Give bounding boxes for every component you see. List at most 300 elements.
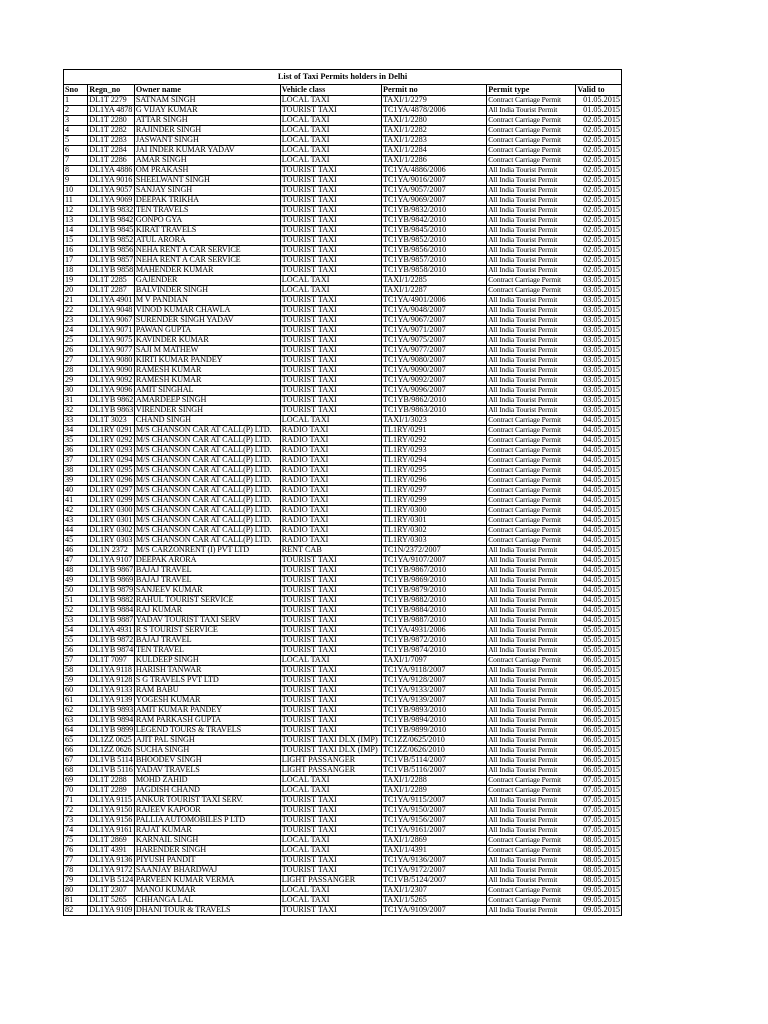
regn-no-cell: DL1T 4391	[88, 846, 135, 856]
vehicle-class-cell: RADIO TAXI	[280, 466, 381, 476]
owner-name-cell: RAMESH KUMAR	[134, 376, 280, 386]
valid-to-cell: 02.05.2015	[576, 266, 622, 276]
permit-type-cell: All India Tourist Permit	[487, 406, 576, 416]
table-row	[64, 826, 622, 836]
permit-no-cell: TAXI/1/4391	[381, 846, 486, 856]
valid-to-cell: 04.05.2015	[576, 556, 622, 566]
valid-to-cell: 04.05.2015	[576, 486, 622, 496]
permit-type-cell: All India Tourist Permit	[487, 816, 576, 826]
permit-type-cell: All India Tourist Permit	[487, 856, 576, 866]
permit-type-cell: All India Tourist Permit	[487, 186, 576, 196]
permit-no-cell: TC1YA/9133/2007	[381, 686, 486, 696]
owner-name-cell: HARISH TANWAR	[134, 666, 280, 676]
sno-cell: 8	[64, 166, 88, 176]
permit-no-cell: TC1N/2372/2007	[381, 546, 486, 556]
permit-no-cell: TL1RY/0299	[381, 496, 486, 506]
table-row	[64, 416, 622, 426]
permit-no-cell: TC1VB/5124/2007	[381, 876, 486, 886]
sno-cell: 54	[64, 626, 88, 636]
sno-cell: 50	[64, 586, 88, 596]
vehicle-class-cell: TOURIST TAXI	[280, 236, 381, 246]
permit-type-cell: All India Tourist Permit	[487, 236, 576, 246]
table-row	[64, 696, 622, 706]
vehicle-class-cell: TOURIST TAXI	[280, 266, 381, 276]
regn-no-cell: DL1YB 9856	[89, 245, 134, 255]
vehicle-class-cell: RADIO TAXI	[280, 506, 381, 516]
sno-cell: 63	[64, 716, 88, 726]
regn-no-cell: DL1T 2279	[88, 96, 135, 106]
vehicle-class-cell: TOURIST TAXI	[280, 186, 381, 196]
permit-type-cell: All India Tourist Permit	[487, 296, 576, 306]
sno-cell: 17	[64, 256, 88, 266]
regn-no-cell: DL1YA 9092	[88, 376, 135, 386]
owner-name-cell: M/S CHANSON CAR AT CALL(P) LTD.	[134, 486, 280, 496]
table-row	[64, 486, 622, 496]
vehicle-class-cell: RADIO TAXI	[280, 476, 381, 486]
valid-to-cell: 06.05.2015	[576, 686, 622, 696]
valid-to-cell: 02.05.2015	[576, 166, 622, 176]
permit-type-cell: All India Tourist Permit	[487, 826, 576, 836]
table-row	[64, 616, 622, 626]
table-row	[64, 676, 622, 686]
regn-no-cell: DL1YA 9075	[88, 336, 135, 346]
permit-type-cell: All India Tourist Permit	[487, 386, 576, 396]
permit-no-cell: TAXI/1/2280	[381, 116, 486, 126]
permit-no-cell: TC1YA/4878/2006	[381, 106, 486, 116]
regn-no-cell: DL1RY 0293	[88, 446, 135, 456]
sno-cell: 14	[64, 226, 88, 236]
regn-no-cell: DL1YB 9882	[89, 595, 134, 605]
vehicle-class-cell: TOURIST TAXI	[280, 556, 381, 566]
table-row	[64, 786, 622, 796]
table-row	[64, 366, 622, 376]
sno-cell: 53	[64, 616, 88, 626]
permit-no-cell: TC1YA/9128/2007	[381, 676, 486, 686]
permit-no-cell: TC1ZZ/0625/2010	[381, 736, 486, 746]
valid-to-cell: 04.05.2015	[576, 546, 622, 556]
vehicle-class-cell: TOURIST TAXI	[280, 636, 381, 646]
permit-no-cell: TC1YA/9118/2007	[381, 666, 486, 676]
vehicle-class-cell: LOCAL TAXI	[280, 776, 381, 786]
table-row	[64, 316, 622, 326]
owner-name-cell: KAVINDER KUMAR	[134, 336, 280, 346]
vehicle-class-cell: LOCAL TAXI	[280, 836, 381, 846]
valid-to-cell: 04.05.2015	[576, 476, 622, 486]
owner-name-cell: M/S CHANSON CAR AT CALL(P) LTD.	[134, 466, 280, 476]
permit-type-cell: All India Tourist Permit	[487, 716, 576, 726]
regn-no-cell: DL1YA 9115	[88, 796, 135, 806]
sno-cell: 76	[64, 846, 88, 856]
owner-name-cell: RAM BABU	[134, 686, 280, 696]
vehicle-class-cell: RENT CAB	[280, 546, 381, 556]
table-row	[64, 656, 622, 666]
owner-name-cell: DEEPAK TRIKHA	[134, 196, 280, 206]
table-row	[64, 286, 622, 296]
valid-to-cell: 04.05.2015	[576, 566, 622, 576]
owner-name-cell: RAJEEV KAPOOR	[134, 806, 280, 816]
owner-name-cell: M/S CHANSON CAR AT CALL(P) LTD.	[134, 496, 280, 506]
permit-no-cell: TC1YA/4886/2006	[381, 166, 486, 176]
vehicle-class-cell: RADIO TAXI	[280, 536, 381, 546]
regn-no-cell: DL1VB 5114	[89, 755, 133, 765]
permit-no-cell: TC1YA/9096/2007	[381, 386, 486, 396]
table-row	[64, 356, 622, 366]
regn-no-cell: DL1T 2282	[88, 126, 135, 136]
vehicle-class-cell: TOURIST TAXI	[280, 616, 381, 626]
vehicle-class-cell: TOURIST TAXI	[280, 686, 381, 696]
sno-cell: 57	[64, 656, 88, 666]
vehicle-class-cell: TOURIST TAXI	[280, 826, 381, 836]
regn-no-cell: DL1YB 9867	[89, 565, 134, 575]
vehicle-class-cell: LIGHT PASSANGER	[280, 756, 381, 766]
sno-cell: 16	[64, 246, 88, 256]
table-row	[64, 446, 622, 456]
valid-to-cell: 02.05.2015	[576, 216, 622, 226]
permit-no-cell: TC1YA/4901/2006	[381, 296, 486, 306]
regn-no-cell: DL1YB 9899	[89, 725, 134, 735]
sno-cell: 70	[64, 786, 88, 796]
vehicle-class-cell: TOURIST TAXI	[280, 816, 381, 826]
permit-type-cell: Contract Carriage Permit	[487, 896, 576, 906]
vehicle-class-cell: RADIO TAXI	[280, 526, 381, 536]
owner-name-cell: YADAV TRAVELS	[134, 766, 280, 776]
table-row	[64, 846, 622, 856]
sno-cell: 32	[64, 406, 88, 416]
vehicle-class-cell: LOCAL TAXI	[280, 96, 381, 106]
column-header-valid-to: Valid to	[576, 85, 622, 96]
owner-name-cell: AMIT SINGHAL	[134, 386, 280, 396]
permit-type-cell: Contract Carriage Permit	[487, 276, 576, 286]
owner-name-cell: YADAV TOURIST TAXI SERV	[134, 616, 280, 626]
vehicle-class-cell: RADIO TAXI	[280, 496, 381, 506]
permit-type-cell: Contract Carriage Permit	[487, 136, 576, 146]
permit-list-sheet	[63, 69, 622, 916]
permit-no-cell: TL1RY/0293	[381, 446, 486, 456]
permit-no-cell: TC1YB/9842/2010	[381, 216, 486, 226]
owner-name-cell: M/S CHANSON CAR AT CALL(P) LTD.	[134, 476, 280, 486]
table-row	[64, 256, 622, 266]
sno-cell: 44	[64, 526, 88, 536]
vehicle-class-cell: LOCAL TAXI	[280, 116, 381, 126]
permit-no-cell: TAXI/1/2289	[381, 786, 486, 796]
valid-to-cell: 02.05.2015	[576, 226, 622, 236]
regn-no-cell: DL1RY 0301	[88, 516, 135, 526]
table-row	[64, 806, 622, 816]
permit-type-cell: All India Tourist Permit	[487, 626, 576, 636]
sno-cell: 27	[64, 356, 88, 366]
table-row	[64, 536, 622, 546]
table-row	[64, 566, 622, 576]
table-row	[64, 716, 622, 726]
sno-cell: 56	[64, 646, 88, 656]
table-row	[64, 226, 622, 236]
table-row	[64, 776, 622, 786]
permit-no-cell: TAXI/1/5265	[381, 896, 486, 906]
sno-cell: 2	[64, 106, 88, 116]
regn-no-cell: DL1YB 9832	[89, 205, 134, 215]
owner-name-cell: ATTAR SINGH	[134, 116, 280, 126]
table-row	[64, 726, 622, 736]
regn-no-cell: DL1YA 9133	[88, 686, 135, 696]
permit-type-cell: All India Tourist Permit	[487, 876, 576, 886]
vehicle-class-cell: TOURIST TAXI	[280, 256, 381, 266]
column-header-sno: Sno	[64, 85, 88, 96]
regn-no-cell: DL1RY 0302	[88, 526, 135, 536]
sno-cell: 36	[64, 446, 88, 456]
permit-no-cell: TC1YB/9862/2010	[381, 396, 486, 406]
permit-type-cell: Contract Carriage Permit	[487, 786, 576, 796]
vehicle-class-cell: TOURIST TAXI	[280, 666, 381, 676]
table-row	[64, 426, 622, 436]
owner-name-cell: OM PRAKASH	[134, 166, 280, 176]
sno-cell: 4	[64, 126, 88, 136]
valid-to-cell: 03.05.2015	[576, 286, 622, 296]
table-row	[64, 376, 622, 386]
table-row	[64, 596, 622, 606]
table-row	[64, 746, 622, 756]
sno-cell: 13	[64, 216, 88, 226]
sno-cell: 31	[64, 396, 88, 406]
permit-no-cell: TC1YB/9899/2010	[381, 726, 486, 736]
permit-no-cell: TL1RY/0295	[381, 466, 486, 476]
regn-no-cell: DL1YA 9118	[88, 666, 135, 676]
regn-no-cell: DL1YA 9107	[88, 556, 135, 566]
permit-no-cell: TC1YA/9136/2007	[381, 856, 486, 866]
permit-no-cell: TAXI/1/2279	[381, 96, 486, 106]
owner-name-cell: SATNAM SINGH	[134, 96, 280, 106]
sno-cell: 82	[64, 906, 88, 916]
sno-cell: 21	[64, 296, 88, 306]
permit-type-cell: All India Tourist Permit	[487, 556, 576, 566]
permit-no-cell: TC1YB/9856/2010	[381, 246, 486, 256]
permit-type-cell: Contract Carriage Permit	[487, 526, 576, 536]
regn-no-cell: DL1T 2869	[88, 836, 135, 846]
header-row	[64, 85, 622, 96]
owner-name-cell: KIRAT TRAVELS	[134, 226, 280, 236]
permit-no-cell: TC1YA/9016/2007	[381, 176, 486, 186]
permit-no-cell: TL1RY/0296	[381, 476, 486, 486]
permit-type-cell: All India Tourist Permit	[487, 196, 576, 206]
sno-cell: 75	[64, 836, 88, 846]
regn-no-cell: DL1YB 9884	[89, 605, 134, 615]
table-row	[64, 866, 622, 876]
sno-cell: 49	[64, 576, 88, 586]
owner-name-cell: AJIT PAL SINGH	[134, 736, 280, 746]
table-row	[64, 146, 622, 156]
permit-no-cell: TC1YA/9080/2007	[381, 356, 486, 366]
owner-name-cell: YOGESH KUMAR	[134, 696, 280, 706]
valid-to-cell: 02.05.2015	[576, 196, 622, 206]
regn-no-cell: DL1T 2289	[88, 786, 135, 796]
permit-no-cell: TAXI/1/3023	[381, 416, 486, 426]
permit-no-cell: TL1RY/0297	[381, 486, 486, 496]
sno-cell: 46	[64, 546, 88, 556]
regn-no-cell: DL1RY 0303	[88, 536, 135, 546]
valid-to-cell: 04.05.2015	[576, 456, 622, 466]
valid-to-cell: 03.05.2015	[576, 326, 622, 336]
owner-name-cell: TEN TRAVEL	[134, 646, 280, 656]
permit-no-cell: TC1VB/5116/2007	[381, 766, 486, 776]
table-row	[64, 796, 622, 806]
permit-no-cell: TL1RY/0291	[381, 426, 486, 436]
valid-to-cell: 02.05.2015	[576, 206, 622, 216]
permit-type-cell: Contract Carriage Permit	[487, 416, 576, 426]
valid-to-cell: 03.05.2015	[576, 386, 622, 396]
vehicle-class-cell: TOURIST TAXI	[280, 176, 381, 186]
sno-cell: 24	[64, 326, 88, 336]
owner-name-cell: GAJENDER	[134, 276, 280, 286]
permit-type-cell: All India Tourist Permit	[487, 766, 576, 776]
valid-to-cell: 03.05.2015	[576, 376, 622, 386]
owner-name-cell: BALVINDER SINGH	[134, 286, 280, 296]
table-row	[64, 296, 622, 306]
permit-type-cell: All India Tourist Permit	[487, 366, 576, 376]
permit-type-cell: Contract Carriage Permit	[487, 476, 576, 486]
permit-no-cell: TC1YA/9139/2007	[381, 696, 486, 706]
sno-cell: 10	[64, 186, 88, 196]
permit-no-cell: TC1YB/9893/2010	[381, 706, 486, 716]
vehicle-class-cell: TOURIST TAXI	[280, 396, 381, 406]
owner-name-cell: PALLIA AUTOMOBILES P LTD	[134, 816, 280, 826]
sno-cell: 38	[64, 466, 88, 476]
owner-name-cell: M/S CHANSON CAR AT CALL(P) LTD.	[134, 516, 280, 526]
owner-name-cell: BAJAJ TRAVEL	[134, 566, 280, 576]
permit-no-cell: TAXI/1/2283	[381, 136, 486, 146]
table-row	[64, 236, 622, 246]
permit-type-cell: Contract Carriage Permit	[487, 486, 576, 496]
regn-no-cell: DL1ZZ 0626	[88, 746, 135, 756]
owner-name-cell: MAHENDER KUMAR	[134, 266, 280, 276]
vehicle-class-cell: TOURIST TAXI	[280, 106, 381, 116]
regn-no-cell: DL1YB 9893	[89, 705, 134, 715]
owner-name-cell: JAGDISH CHAND	[134, 786, 280, 796]
owner-name-cell: M V PANDIAN	[134, 296, 280, 306]
valid-to-cell: 07.05.2015	[576, 826, 622, 836]
vehicle-class-cell: TOURIST TAXI	[280, 166, 381, 176]
sno-cell: 67	[64, 756, 88, 766]
owner-name-cell: MANOJ KUMAR	[134, 886, 280, 896]
owner-name-cell: KULDEEP SINGH	[134, 656, 280, 666]
permit-type-cell: All India Tourist Permit	[487, 256, 576, 266]
regn-no-cell: DL1RY 0294	[88, 456, 135, 466]
owner-name-cell: NEHA RENT A CAR SERVICE	[134, 256, 280, 266]
valid-to-cell: 07.05.2015	[576, 786, 622, 796]
owner-name-cell: S G TRAVELS PVT LTD	[134, 676, 280, 686]
permit-type-cell: Contract Carriage Permit	[487, 426, 576, 436]
regn-no-cell: DL1YB 9874	[89, 645, 134, 655]
sno-cell: 79	[64, 876, 88, 886]
sno-cell: 80	[64, 886, 88, 896]
vehicle-class-cell: TOURIST TAXI	[280, 726, 381, 736]
owner-name-cell: M/S CHANSON CAR AT CALL(P) LTD.	[134, 456, 280, 466]
valid-to-cell: 06.05.2015	[576, 676, 622, 686]
permit-type-cell: All India Tourist Permit	[487, 176, 576, 186]
permit-type-cell: All India Tourist Permit	[487, 376, 576, 386]
valid-to-cell: 08.05.2015	[576, 876, 622, 886]
sno-cell: 18	[64, 266, 88, 276]
permit-type-cell: All India Tourist Permit	[487, 666, 576, 676]
regn-no-cell: DL1RY 0297	[88, 486, 135, 496]
owner-name-cell: MOHD ZAHID	[134, 776, 280, 786]
valid-to-cell: 02.05.2015	[576, 156, 622, 166]
vehicle-class-cell: TOURIST TAXI	[280, 376, 381, 386]
valid-to-cell: 06.05.2015	[576, 746, 622, 756]
table-row	[64, 406, 622, 416]
permit-type-cell: All India Tourist Permit	[487, 606, 576, 616]
permit-type-cell: Contract Carriage Permit	[487, 156, 576, 166]
table-row	[64, 266, 622, 276]
permit-type-cell: All India Tourist Permit	[487, 596, 576, 606]
permit-no-cell: TC1YA/9172/2007	[381, 866, 486, 876]
permit-type-cell: All India Tourist Permit	[487, 746, 576, 756]
column-header-owner-name: Owner name	[134, 85, 280, 96]
permit-type-cell: All India Tourist Permit	[487, 346, 576, 356]
regn-no-cell: DL1YB 9852	[89, 235, 134, 245]
valid-to-cell: 06.05.2015	[576, 756, 622, 766]
owner-name-cell: RAJINDER SINGH	[134, 126, 280, 136]
valid-to-cell: 09.05.2015	[576, 896, 622, 906]
valid-to-cell: 08.05.2015	[576, 856, 622, 866]
sno-cell: 39	[64, 476, 88, 486]
sno-cell: 28	[64, 366, 88, 376]
sno-cell: 12	[64, 206, 88, 216]
valid-to-cell: 02.05.2015	[576, 186, 622, 196]
valid-to-cell: 04.05.2015	[576, 426, 622, 436]
valid-to-cell: 03.05.2015	[576, 336, 622, 346]
regn-no-cell: DL1YA 4878	[88, 106, 135, 116]
permit-type-cell: Contract Carriage Permit	[487, 516, 576, 526]
valid-to-cell: 02.05.2015	[576, 176, 622, 186]
regn-no-cell: DL1RY 0300	[88, 506, 135, 516]
permit-type-cell: Contract Carriage Permit	[487, 446, 576, 456]
regn-no-cell: DL1T 3023	[88, 416, 135, 426]
vehicle-class-cell: TOURIST TAXI	[280, 856, 381, 866]
vehicle-class-cell: TOURIST TAXI	[280, 226, 381, 236]
valid-to-cell: 07.05.2015	[576, 806, 622, 816]
vehicle-class-cell: TOURIST TAXI	[280, 306, 381, 316]
table-row	[64, 466, 622, 476]
table-row	[64, 186, 622, 196]
table-row	[64, 476, 622, 486]
valid-to-cell: 09.05.2015	[576, 906, 622, 916]
regn-no-cell: DL1T 2285	[88, 276, 135, 286]
permit-no-cell: TAXI/1/2285	[381, 276, 486, 286]
permit-type-cell: All India Tourist Permit	[487, 216, 576, 226]
permit-type-cell: Contract Carriage Permit	[487, 506, 576, 516]
valid-to-cell: 04.05.2015	[576, 596, 622, 606]
sno-cell: 61	[64, 696, 88, 706]
valid-to-cell: 04.05.2015	[576, 466, 622, 476]
table-row	[64, 836, 622, 846]
regn-no-cell: DL1RY 0295	[88, 466, 135, 476]
table-row	[64, 636, 622, 646]
sno-cell: 23	[64, 316, 88, 326]
regn-no-cell: DL1T 2280	[88, 116, 135, 126]
table-row	[64, 396, 622, 406]
regn-no-cell: DL1YA 9071	[88, 326, 135, 336]
valid-to-cell: 04.05.2015	[576, 536, 622, 546]
valid-to-cell: 03.05.2015	[576, 406, 622, 416]
sno-cell: 25	[64, 336, 88, 346]
regn-no-cell: DL1YA 4886	[88, 166, 135, 176]
owner-name-cell: PAWAN GUPTA	[134, 326, 280, 336]
permit-no-cell: TC1YB/9869/2010	[381, 576, 486, 586]
regn-no-cell: DL1YB 9845	[89, 225, 134, 235]
permit-no-cell: TC1YB/9882/2010	[381, 596, 486, 606]
regn-no-cell: DL1N 2372	[88, 546, 135, 556]
valid-to-cell: 03.05.2015	[576, 316, 622, 326]
sno-cell: 6	[64, 146, 88, 156]
